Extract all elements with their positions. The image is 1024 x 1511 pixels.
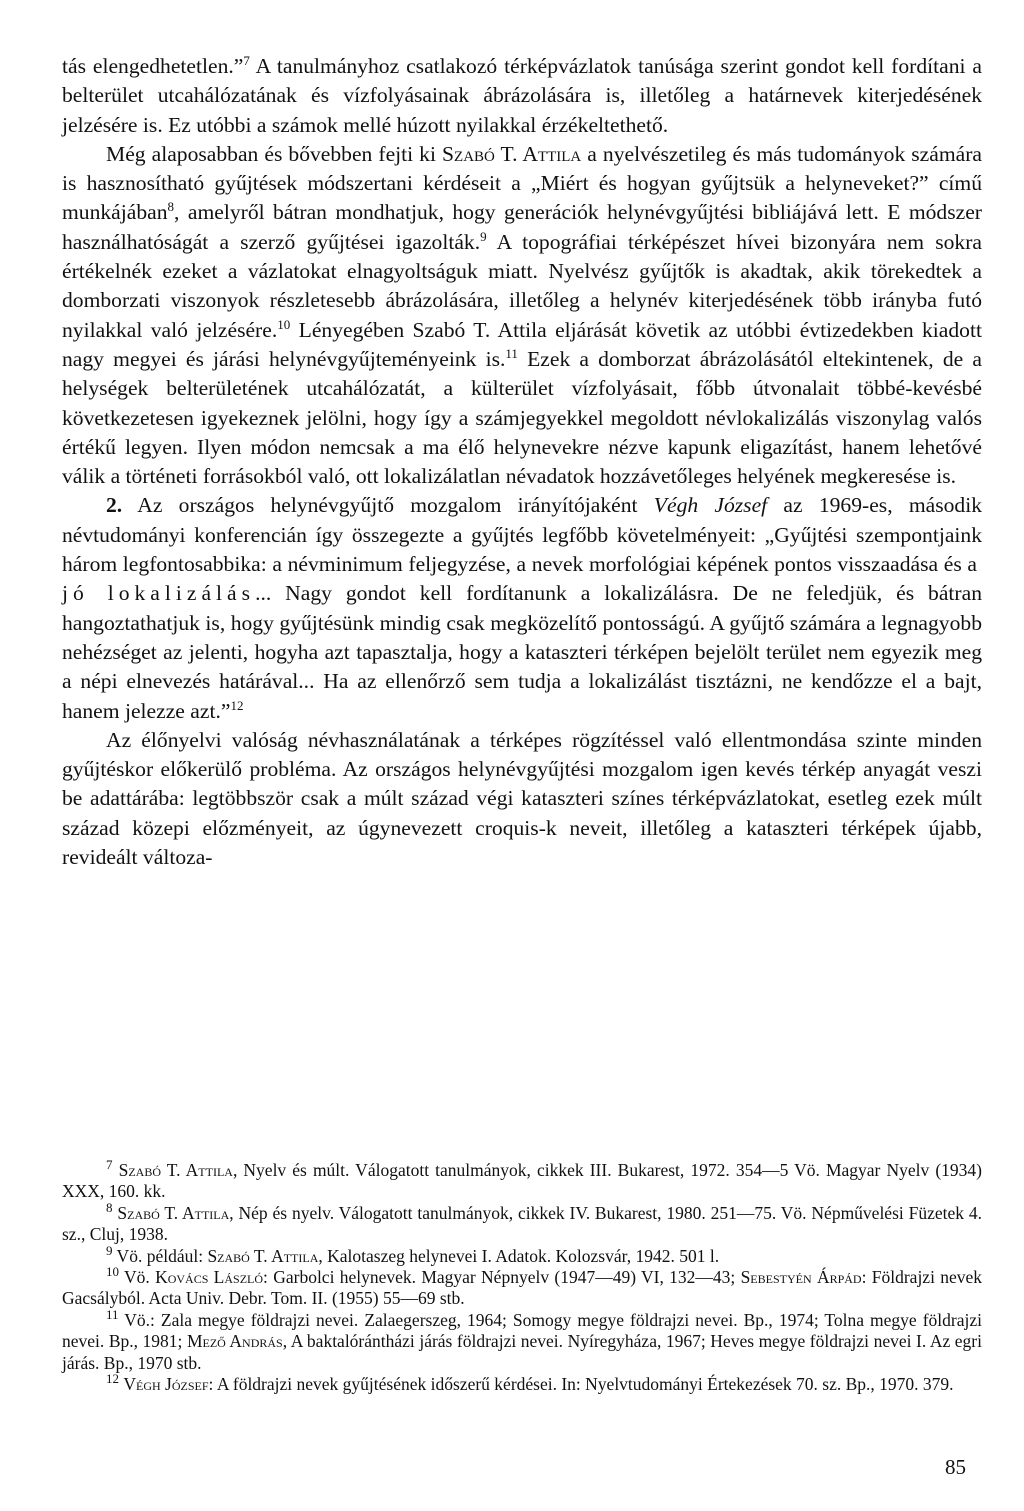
author-name: Kovács László <box>155 1267 264 1288</box>
footnote-ref-9[interactable]: 9 <box>480 228 487 244</box>
text: ... Nagy gondot kell fordítanunk a lokalizálásra. De ne feledjük, és bátran hangoztathatjuk is, hogy gyűjtésünk mindig csak megközelítő pontosságú. A gyűjtő számára a legnagyobb nehézséget az jelenti, hogyha azt tapasztalja, hogy a kataszteri térképen bejelölt terület nem egyezik meg a népi elnevezés határával... Ha az ellenőrző sem tudja a lokalizálást tisztázni, ne kendőzze el a bajt, hanem jelezze azt.” <box>62 581 983 723</box>
text: tás elengedhetetlen.” <box>62 54 244 78</box>
footnote-text: : Földrajzi nevek Gacsályból. Acta Univ. Debr. Tom. II. (1955) 55—69 stb. <box>62 1267 983 1309</box>
footnote-text: : A földrajzi nevek gyűjtésének időszerű kérdései. In: Nyelvtudományi Értekezések 70. sz. Bp., 1970. 379. <box>208 1374 954 1395</box>
footnote-ref-10[interactable]: 10 <box>277 316 291 332</box>
footnote-7 <box>62 1157 982 1203</box>
text: a nyelvészetileg és más tudományok számára is hasznosítható gyűjtések módszertani kérdéseit a „Miért és hogyan gyűjtsük a helyneveket?” című munkájában <box>62 141 982 225</box>
paragraph-1 <box>62 52 982 140</box>
emphasized-text: a jó lokalizálás <box>62 552 982 606</box>
text: az 1969-es, második névtudományi konferencián így összegezte a gyűjtés legfőbb követelményeit: „Gyűjtési szempontjaink három legfontosabbika: a névminimum feljegyzése, a nevek morfológiai képének pontos visszaadása és <box>62 493 983 577</box>
main-text <box>62 52 982 872</box>
author-name: Sebestyén Árpád <box>740 1267 862 1288</box>
footnote-ref-11[interactable]: 11 <box>505 345 518 361</box>
author-name: Szabó T. Attila <box>207 1245 319 1266</box>
footnote-text: , Nyelv és múlt. Válogatott tanulmányok, cikkek III. Bukarest, 1972. 354—5 Vö. Magyar Nyelv (1934) XXX, 160. kk. <box>62 1160 982 1202</box>
person-name: Végh József <box>653 493 768 518</box>
text: A tanulmányhoz csatlakozó térképvázlatok tanúsága szerint gondot kell fordítani a belterület utcahálózatának és vízfolyásainak ábrázolására is, illetőleg a határnevek kiterjedésének jelzésére is. Ez utóbbi a számok mellé húzott nyilakkal érzékeltethető. <box>62 54 982 137</box>
paragraph-2 <box>62 140 982 492</box>
footnote-text: , Nép és nyelv. Válogatott tanulmányok, cikkek IV. Bukarest, 1980. 251—75. Vö. Népművelési Füzetek 4. sz., Cluj, 1938. <box>62 1202 982 1245</box>
text: Ezek a domborzat ábrázolásától eltekintenek, de a helységek belterületének utcahálózatát, a külterület vízfolyásait, főbb útvonalait többé-kevésbé következetesen igyekeznek jelölni, hogy így a számjegyekkel megoldott névlokalizálás viszonylag valós értékű legyen. Ilyen módon nemcsak a ma élő helynevekre nézve kapunk eligazítást, hanem lehetővé válik a történeti forrásokból való, ott lokalizálatlan névadatok hozzávetőleges helyének megkeresése is. <box>62 346 982 489</box>
text: Lényegében Szabó T. Attila eljárását követik az utóbbi évtizedekben kiadott nagy megyei és járási helynévgyűjteményeink is. <box>62 317 982 371</box>
footnote-number: 7 <box>106 1157 113 1173</box>
footnote-9 <box>62 1242 982 1267</box>
text: A topográfiai térképészet hívei bizonyára nem sokra értékelnék ezeket a vázlatokat elnagyoltságuk miatt. Nyelvész gyűjtők is akadtak, akik törekedtek a domborzati viszonyok részletesebb ábrázolására, illetőleg a helynév kiterjedésének több irányba futó nyilakkal való jelzésére. <box>62 229 982 342</box>
footnote-number: 12 <box>106 1371 119 1387</box>
footnote-ref-12[interactable]: 12 <box>230 697 244 713</box>
footnote-ref-8[interactable]: 8 <box>167 199 175 215</box>
footnote-text: Vö.: Zala megye földrajzi nevei. Zalaegerszeg, 1964; Somogy megye földrajzi nevei. Bp., 1974; Tolna megye földrajzi nevei. Bp., 1981; <box>62 1309 982 1352</box>
footnote-number: 8 <box>106 1199 113 1215</box>
author-name: Szabó T. Attila <box>118 1160 233 1180</box>
footnote-number: 11 <box>106 1307 119 1323</box>
text: Még alaposabban és bővebben fejti ki <box>106 141 443 166</box>
paragraph-3 <box>62 491 982 725</box>
author-name: Mező András <box>186 1331 283 1352</box>
footnote-number: 10 <box>106 1264 119 1280</box>
footnote-text: Vö. <box>119 1267 156 1288</box>
footnote-11 <box>62 1307 982 1374</box>
text: Az országos helynévgyűjtő mozgalom irányítójaként <box>122 493 654 518</box>
page-number: 85 <box>945 1455 966 1479</box>
footnote-text: Vö. például: <box>112 1245 208 1266</box>
footnote-number: 9 <box>106 1242 113 1258</box>
text: Az élőnyelvi valóság névhasználatának a térképes rögzítéssel való ellentmondása szinte minden gyűjtéskor előkerülő probléma. Az országos helynévgyűjtési mozgalom igen kevés térkép anyagát veszi be adattárába: legtöbbször csak a múlt század végi kataszteri színes térképvázlatokat, esetleg ezek múlt század közepi előzményeit, az úgynevezett croquis-k neveit, illetőleg a kataszteri térképek újabb, revideált változa- <box>62 727 982 870</box>
author-name: Szabó T. Attila <box>442 141 582 166</box>
footnote-text: , Kalotaszeg helynevei I. Adatok. Kolozsvár, 1942. 501 l. <box>318 1245 720 1266</box>
paragraph-4 <box>62 726 982 872</box>
footnote-text: , A baktalórántházi járás földrajzi nevei. Nyíregyháza, 1967; Heves megye földrajzi nevei I. Az egri járás. Bp., 1970 stb. <box>62 1331 982 1373</box>
footnote-8 <box>62 1199 982 1246</box>
section-number: 2. <box>106 493 123 518</box>
footnote-12 <box>62 1371 982 1395</box>
text: , amelyről bátran mondhatjuk, hogy generációk helynévgyűjtési bibliájává lett. E módszer használhatóságát a szerző gyűjtései igazolták. <box>62 200 982 254</box>
footnote-10 <box>62 1264 983 1310</box>
author-name: Végh József <box>123 1374 209 1395</box>
author-name: Szabó T. Attila <box>117 1202 230 1223</box>
footnote-ref-7[interactable]: 7 <box>243 52 250 68</box>
footnote-text: : Garbolci helynevek. Magyar Népnyelv (1947—49) VI, 132—43; <box>263 1267 741 1288</box>
footnotes <box>62 1157 983 1395</box>
